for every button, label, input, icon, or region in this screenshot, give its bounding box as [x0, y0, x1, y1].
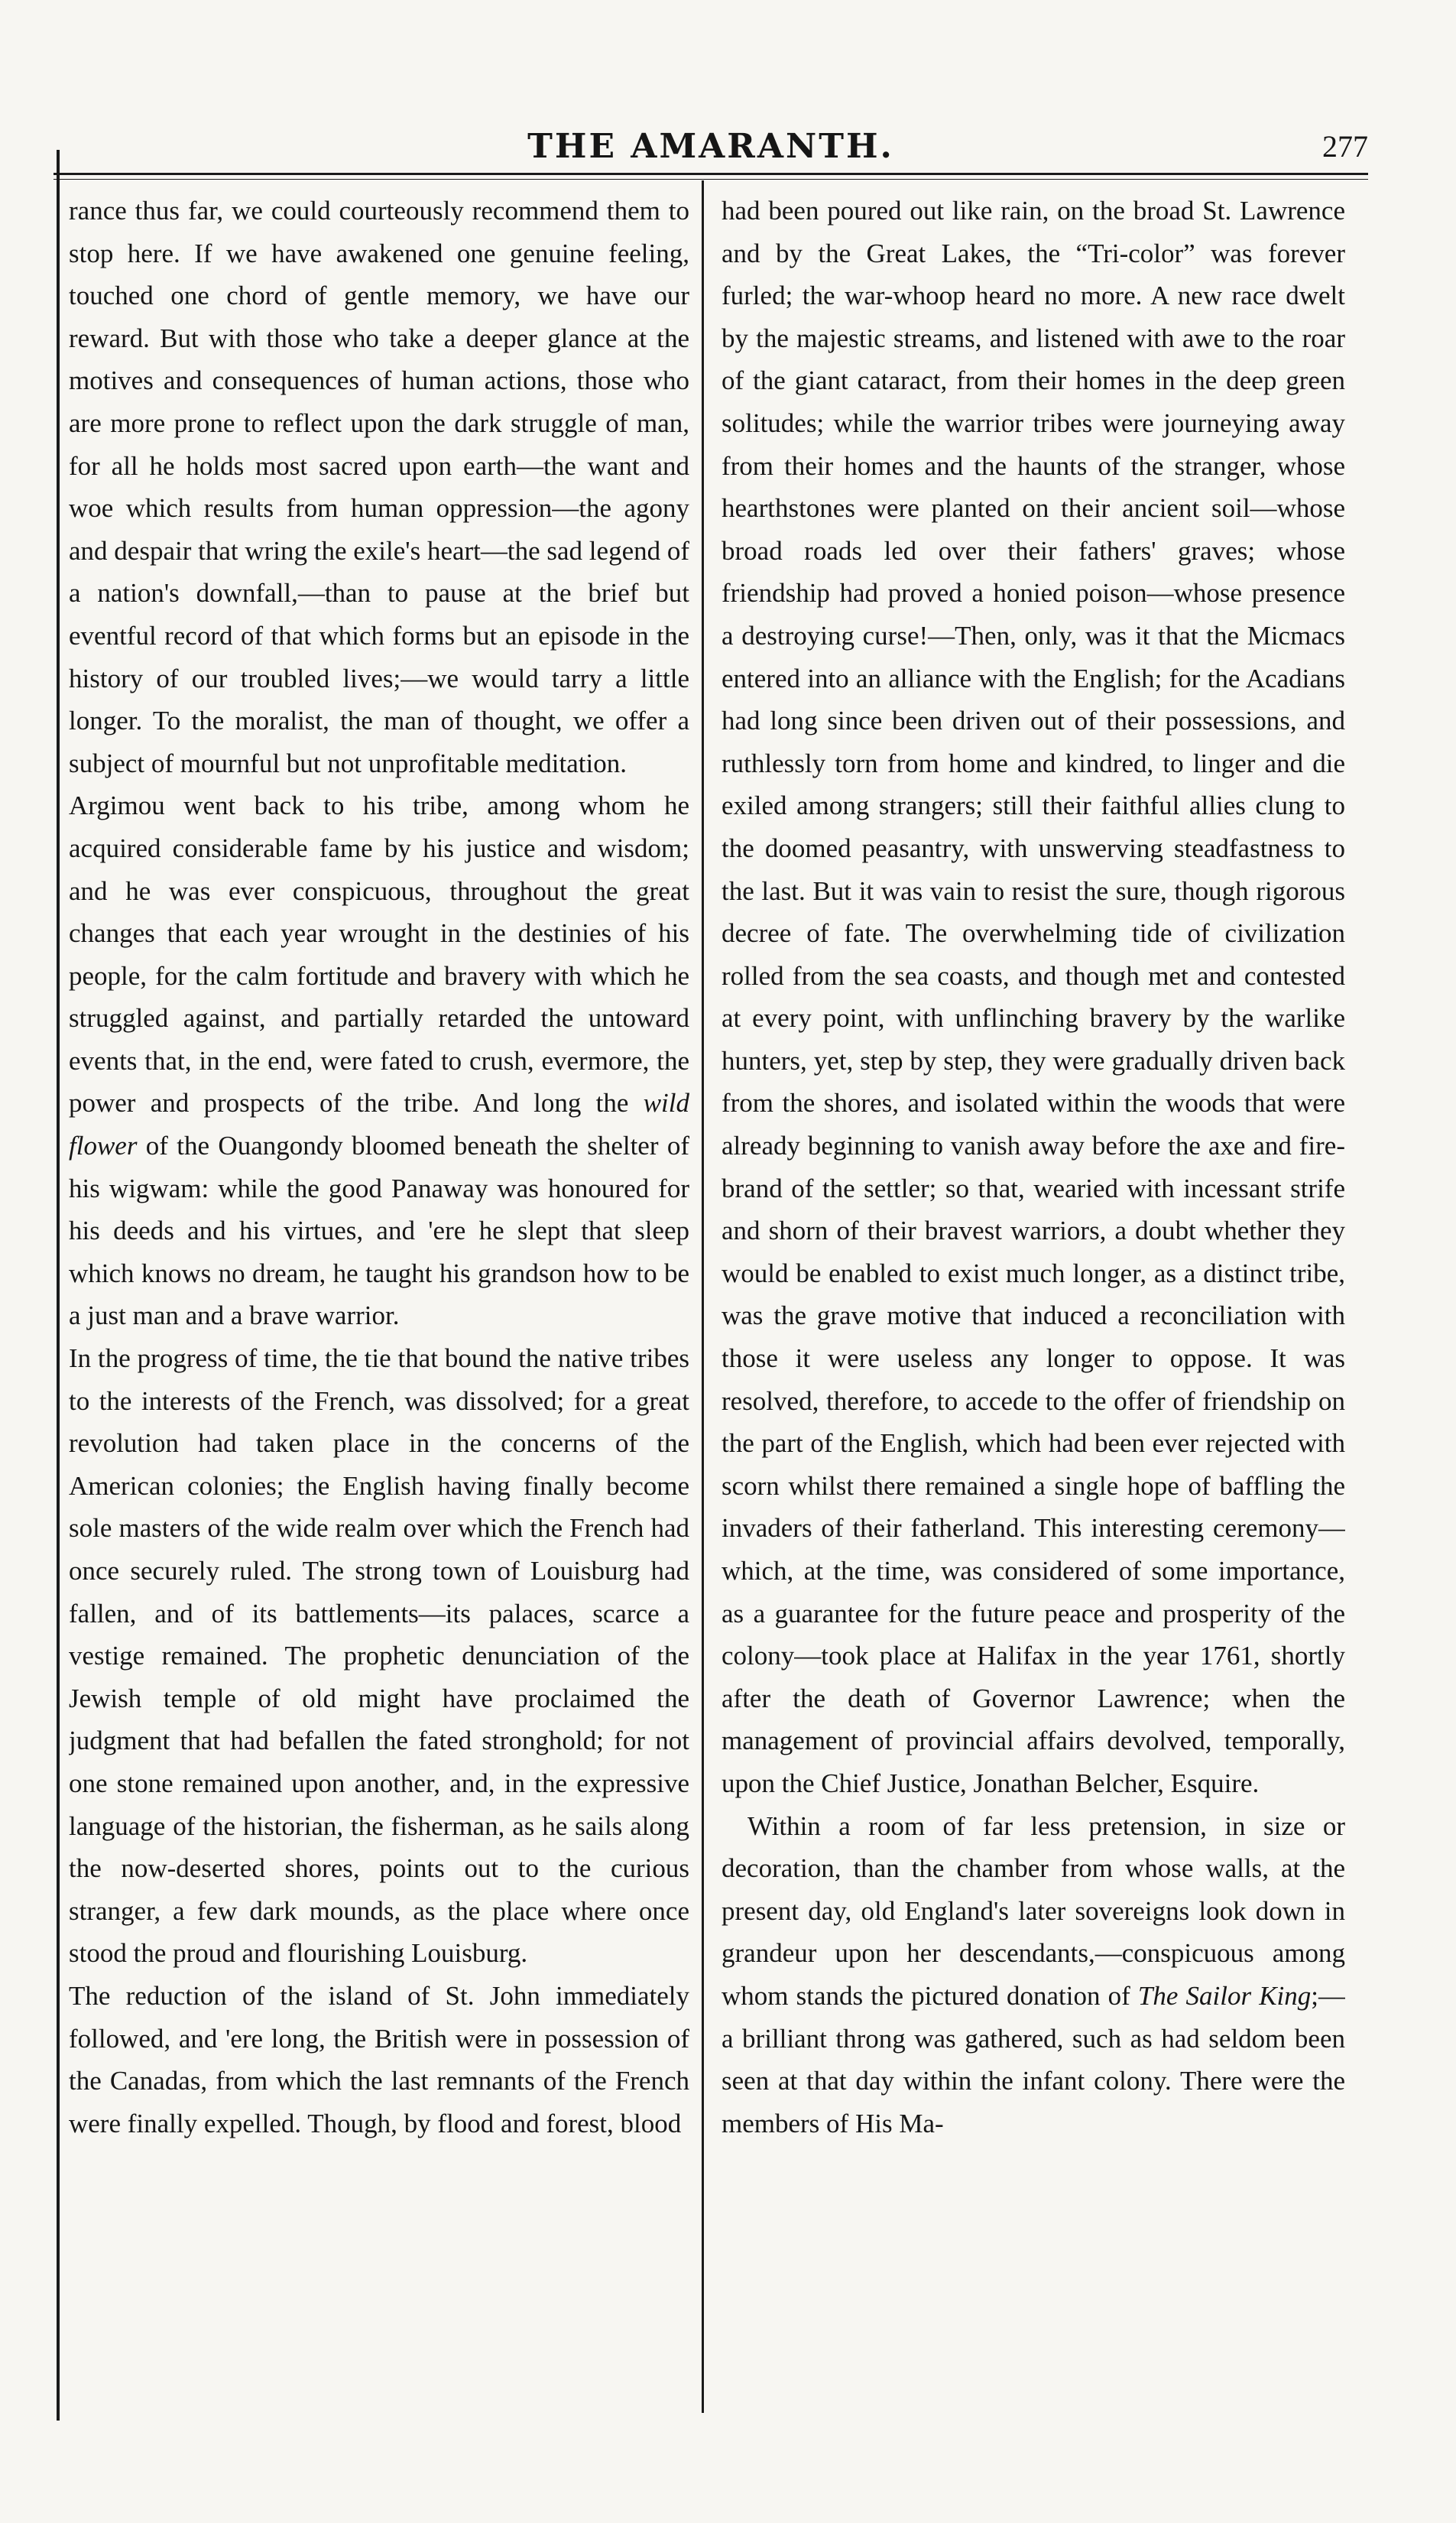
right-paragraph-1: had been poured out like rain, on the broad St. Lawrence and by the Great Lakes, the “Tri-color” was forever furled; the war-whoop heard no more. A new race dwelt by the majestic streams, and listened with awe to the roar of the giant cataract, from their homes in the deep green solitudes; while the warrior tribes were journeying away from their homes and the haunts of the stranger, whose hearthstones were planted on their ancient soil—whose broad roads led over their fathers' graves; whose friendship had proved a honied poison—whose presence a destroying curse!—Then, only, was it that the Micmacs entered into an alliance with the English; for the Acadians had long since been driven out of their possessions, and ruthlessly torn from home and kindred, to linger and die exiled among strangers; still their faithful allies clung to the doomed peasantry, with unswerving steadfastness to the last. But it was vain to resist the sure, though rigorous decree of fate. The overwhelming tide of civilization rolled from the sea coasts, and though met and contested at every point, with unflinching bravery by the warlike hunters, yet, step by step, they were gradually driven back from the shores, and isolated within the woods that were already beginning to vanish away before the axe and fire-brand of the settler; so that, wearied with incessant strife and shorn of their bravest warriors, a doubt whether they would be enabled to exist much longer, as a distinct tribe, was the grave motive that induced a reconciliation with those it were useless any longer to oppose. It was resolved, therefore, to accede to the offer of friendship on the part of the English, which had been ever rejected with scorn whilst there remained a single hope of baffling the invaders of their fatherland. This interesting ceremony—which, at the time, was considered of some importance, as a guarantee for the future peace and prosperity of the colony—took place at Halifax in the year 1761, shortly after the death of Governor Lawrence; when the management of provincial affairs devolved, temporally, upon the Chief Justice, Jonathan Belcher, Esquire. [722, 196, 1345, 1798]
left-paragraph-2 [69, 784, 689, 1337]
column-divider [702, 180, 704, 2413]
right-paragraph-2-text-b: ;—a brilliant throng was gathered, such as had seldom been seen at that day within the infant colony. There were the members of His Ma- [722, 1980, 1345, 2138]
left-paragraph-2-text-b: of the Ouangondy bloomed beneath the shelter of his wigwam: while the good Panaway was honoured for his deeds and his virtues, and 'ere he slept that sleep which knows no dream, he taught his grandson how to be a just man and a brave warrior. [69, 1131, 689, 1331]
left-paragraph-1: rance thus far, we could courteously recommend them to stop here. If we have awakened one genuine feeling, touched one chord of gentle memory, we have our reward. But with those who take a deeper glance at the motives and consequences of human actions, those who are more prone to reflect upon the dark struggle of man, for all he holds most sacred upon earth—the want and woe which results from human oppression—the agony and despair that wring the exile's heart—the sad legend of a nation's downfall,—than to pause at the brief but eventful record of that which forms but an episode in the history of our troubled lives;—we would tarry a little longer. To the moralist, the man of thought, we offer a subject of mournful but not unprofitable meditation. [69, 196, 689, 778]
left-paragraph-2-italic: wild flower [69, 1088, 689, 1161]
running-title: THE AMARANTH. [527, 127, 894, 166]
right-paragraph-2-italic: The Sailor King [1137, 1980, 1312, 2011]
left-paragraph-2-text-a: Argimou went back to his tribe, among whom he acquired considerable fame by his justice and wisdom; and he was ever conspicuous, throughout the great changes that each year wrought in the destinies of his people, for the calm fortitude and bravery with which he struggled against, and partially retarded the untoward events that, in the end, were fated to crush, evermore, the power and prospects of the tribe. And long the [69, 791, 689, 1119]
left-margin-rule [57, 150, 60, 2421]
left-column [69, 190, 689, 2422]
left-paragraph-3: In the progress of time, the tie that bound the native tribes to the interests of the French, was dissolved; for a great revolution had taken place in the concerns of the American colonies; the English having finally become sole masters of the wide realm over which the French had once securely ruled. The strong town of Louisburg had fallen, and of its battlements—its palaces, scarce a vestige remained. The prophetic denunciation of the Jewish temple of old might have proclaimed the judgment that had befallen the fated stronghold; for not one stone remained upon another, and, in the expressive language of the historian, the fisherman, as he sails along the now-deserted shores, points out to the curious stranger, a few dark mounds, as the place where once stood the proud and flourishing Louisburg. [69, 1343, 689, 1969]
left-paragraph-4: The reduction of the island of St. John immediately followed, and 'ere long, the British were in possession of the Canadas, from which the last remnants of the French were finally expelled. Though, by flood and forest, blood [69, 1980, 689, 2138]
right-column [722, 190, 1345, 2422]
right-paragraph-2-text-a: Within a room of far less pretension, in size or decoration, than the chamber from whose walls, at the present day, old England's later sovereigns look down in grandeur upon her descendants,—conspicuous among whom stands the pictured donation of [722, 1810, 1345, 2011]
page-number: 277 [1322, 129, 1368, 164]
right-paragraph-2 [722, 1805, 1345, 2145]
header-rule-thin [54, 179, 1368, 180]
header-rule-thick [54, 173, 1368, 175]
